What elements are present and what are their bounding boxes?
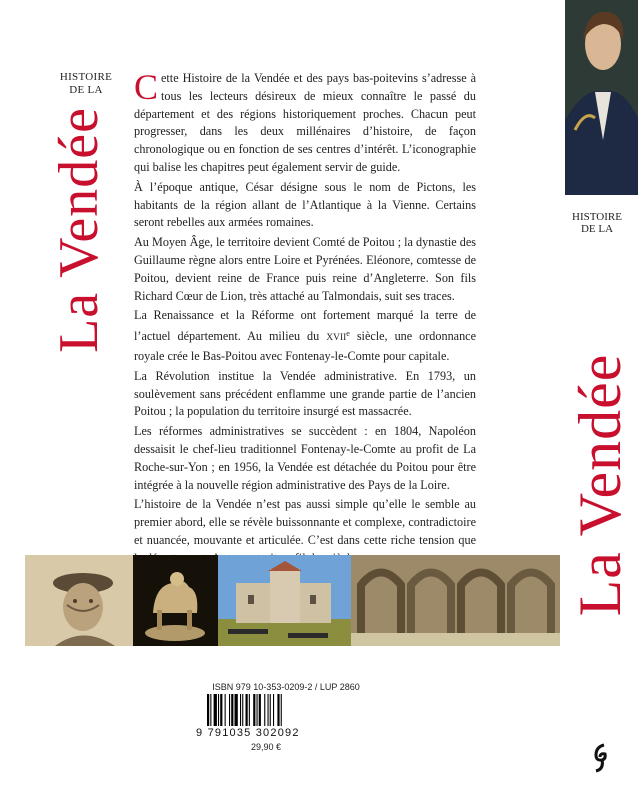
barcode-bar — [273, 694, 274, 726]
barcode-bar — [218, 694, 219, 726]
photo-horse-statues — [133, 555, 218, 646]
barcode-bar — [277, 694, 279, 726]
photo-strip — [25, 555, 560, 646]
barcode-bar — [270, 694, 271, 726]
barcode-bar — [259, 694, 261, 726]
blurb-paragraph: Cette Histoire de la Vendée et des pays bas-poitevins s’adresse à tous les lecteurs désireux de mieux connaître le passé du département et des régions historiquement proches. Chacun peut progresser, dans les deux millénaires d’histoire, de façon chronologique ou en fonction de ses centres d’intérêt. L’iconographie qui balise les chapitres peut également servir de guide. — [134, 67, 476, 174]
barcode-bar — [249, 694, 250, 726]
series-label-back — [56, 71, 116, 97]
barcode-bar — [240, 694, 241, 726]
barcode-bar — [220, 694, 222, 726]
barcode-bar — [242, 694, 243, 726]
blurb-text: La Renaissance et la Réforme ont fortement marqué la terre de l’actuel département. Au milieu du — [134, 308, 476, 344]
barcode-bar — [257, 694, 258, 726]
barcode-digits: 9 791035 302092 — [196, 727, 300, 739]
barcode-bar — [210, 694, 211, 726]
barcode-bar — [235, 694, 238, 726]
series-line-2: DE LA — [69, 84, 103, 96]
blurb-paragraph: Au Moyen Âge, le territoire devient Comté de Poitou ; la dynastie des Guillaume règne alors entre Loire et Pyrénées. Eléonore, comtesse de Poitou, devient reine de France puis reine d’Angleterre. Son fils Richard Cœur de Lion, très attaché au Talmondais, suit ses traces. — [134, 235, 476, 303]
isbn-line: ISBN 979 10-353-0209-2 / LUP 2860 — [212, 682, 360, 692]
back-title-text: La Vendée — [48, 107, 110, 353]
century-rest: siècle, une ordonnance royale crée le Bas-Poitou avec Fontenay-le-Comte pour capitale. — [134, 329, 476, 363]
series-line-1: HISTOIRE — [572, 211, 622, 223]
barcode-bar — [229, 694, 230, 726]
price: 29,90 € — [250, 742, 282, 752]
series-line-2: DE LA — [580, 223, 614, 235]
blurb — [134, 67, 476, 570]
barcode-bar — [268, 694, 269, 726]
blurb-paragraph: L’histoire de la Vendée n’est pas aussi simple qu’elle le semble au premier abord, elle se révèle buissonnante et complexe, contradictoire et nuancée, mouvante et articulée. C’est dans cette riche tension que — [134, 497, 476, 547]
century-suffix: e — [346, 329, 350, 339]
barcode-bar — [225, 694, 226, 726]
barcode-bar — [207, 694, 209, 726]
blurb-paragraph: La Révolution institue la Vendée administrative. En 1793, un soulèvement sans précédent enflamme une grande partie de l’ancien Poitou ; la population du territoire insurgé est massacrée. — [134, 368, 476, 419]
spine-title-text: La Vendée — [567, 353, 633, 617]
photo-portrait-sketch — [25, 555, 133, 646]
barcode-bar — [264, 694, 265, 726]
barcode — [206, 694, 308, 726]
barcode-bar — [281, 694, 282, 726]
spine-portrait-photo — [565, 0, 638, 195]
blurb-paragraph: Les réformes administratives se succèdent : en 1804, Napoléon dessaisit le chef-lieu traditionnel Fontenay-le-Comte au profit de La Roche-sur-Yon ; en 1956, la Vendée est détachée du Poitou pour être intégrée à la nouvelle région administrative des Pays de la Loire. — [134, 424, 476, 492]
photo-cloister — [351, 555, 560, 646]
blurb-paragraph — [134, 307, 476, 365]
series-line-1: HISTOIRE — [59, 71, 113, 83]
series-label-spine — [567, 211, 627, 235]
barcode-bar — [214, 694, 217, 726]
blurb-paragraph: À l’époque antique, César désigne sous le nom de Pictons, les habitants de la région allant de l’Atlantique à la Vienne. Certains seront rebelles aux armées romaines. — [134, 179, 476, 230]
barcode-bar — [253, 694, 255, 726]
barcode-bar — [231, 694, 233, 726]
century-roman: XVII — [326, 333, 347, 344]
publisher-logo — [590, 741, 610, 773]
barcode-bar — [246, 694, 248, 726]
photo-castle — [218, 555, 351, 646]
